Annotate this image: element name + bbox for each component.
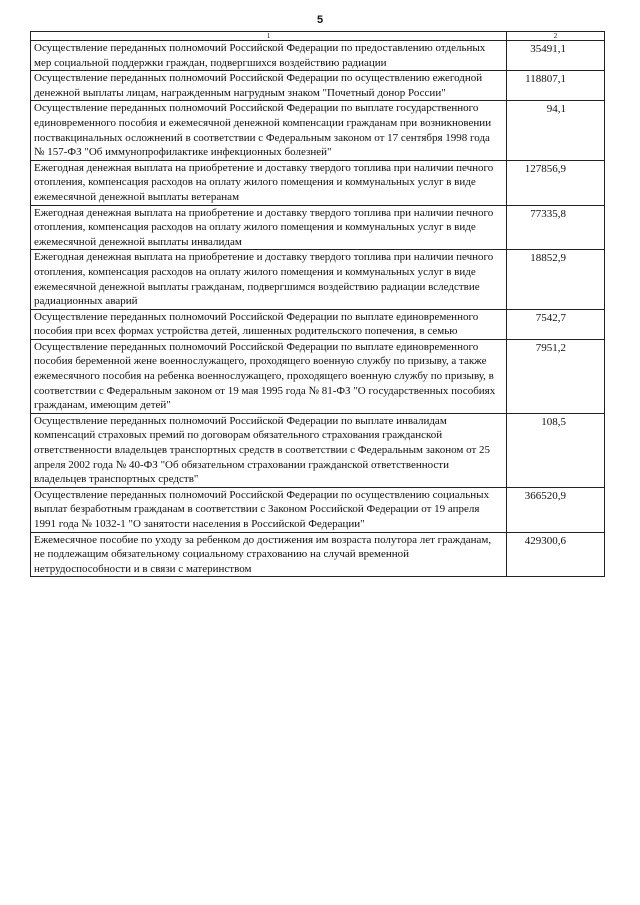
column-number-row	[31, 32, 605, 41]
row-description: Ежемесячное пособие по уходу за ребенком до достижения им возраста полутора лет гражданам, не подлежащим обязательному социальному страхованию на случай временной нетрудоспособности и в связи с материнством	[31, 532, 507, 577]
table-row	[31, 205, 605, 250]
table-row	[31, 41, 605, 71]
row-amount: 7542,7	[507, 309, 605, 339]
page-number: 5	[316, 14, 324, 26]
row-amount: 429300,6	[507, 532, 605, 577]
row-amount: 108,5	[507, 413, 605, 487]
row-description: Ежегодная денежная выплата на приобретение и доставку твердого топлива при наличии печного отопления, компенсация расходов на оплату жилого помещения и коммунальных услуг в виде ежемесячной денежной выплаты инвалидам	[31, 205, 507, 250]
row-amount: 94,1	[507, 101, 605, 160]
table-row	[31, 250, 605, 309]
table-row	[31, 413, 605, 487]
table-row	[31, 532, 605, 577]
row-amount: 18852,9	[507, 250, 605, 309]
row-description: Осуществление переданных полномочий Российской Федерации по осуществлению социальных выплат безработным гражданам в соответствии с Законом Российской Федерации от 19 апреля 1991 года № 1032-1 "О занятости населения в Российской Федерации"	[31, 487, 507, 532]
row-amount: 35491,1	[507, 41, 605, 71]
row-description: Осуществление переданных полномочий Российской Федерации по предоставлению отдельных мер социальной поддержки граждан, подвергшихся воздействию радиации	[31, 41, 507, 71]
row-amount: 118807,1	[507, 71, 605, 101]
row-amount: 77335,8	[507, 205, 605, 250]
table-row	[31, 339, 605, 413]
table-row	[31, 71, 605, 101]
table-row	[31, 101, 605, 160]
row-description: Осуществление переданных полномочий Российской Федерации по выплате единовременного пособия при всех формах устройства детей, лишенных родительского попечения, в семью	[31, 309, 507, 339]
row-amount: 7951,2	[507, 339, 605, 413]
row-description: Осуществление переданных полномочий Российской Федерации по выплате государственного единовременного пособия и ежемесячной денежной компенсации гражданам при возникновении поствакцинальных осложнений в соответствии с Федеральным законом от 17 сентября 1998 года № 157-ФЗ "Об иммунопрофилактике инфекционных болезней"	[31, 101, 507, 160]
column-number-2: 2	[507, 32, 605, 41]
row-amount: 127856,9	[507, 160, 605, 205]
appropriations-table	[30, 31, 605, 577]
table-row	[31, 309, 605, 339]
row-description: Ежегодная денежная выплата на приобретение и доставку твердого топлива при наличии печного отопления, компенсация расходов на оплату жилого помещения и коммунальных услуг в виде ежемесячной денежной выплаты ветеранам	[31, 160, 507, 205]
row-description: Ежегодная денежная выплата на приобретение и доставку твердого топлива при наличии печного отопления, компенсация расходов на оплату жилого помещения и коммунальных услуг в виде ежемесячной денежной выплаты гражданам, подвергшимся воздействию радиации вследствие радиационных аварий	[31, 250, 507, 309]
row-description: Осуществление переданных полномочий Российской Федерации по осуществлению ежегодной денежной выплаты лицам, награжденным нагрудным знаком "Почетный донор России"	[31, 71, 507, 101]
table-row	[31, 160, 605, 205]
table-row	[31, 487, 605, 532]
row-description: Осуществление переданных полномочий Российской Федерации по выплате инвалидам компенсаций страховых премий по договорам обязательного страхования гражданской ответственности владельцев транспортных средств в соответствии с Федеральным законом от 25 апреля 2002 года № 40-ФЗ "Об обязательном страховании гражданской ответственности владельцев транспортных средств"	[31, 413, 507, 487]
row-amount: 366520,9	[507, 487, 605, 532]
row-description: Осуществление переданных полномочий Российской Федерации по выплате единовременного пособия беременной жене военнослужащего, проходящего военную службу по призыву, а также ежемесячного пособия на ребенка военнослужащего, проходящего военную службу по призыву, в соответствии с Федеральным законом от 19 мая 1995 года № 81-ФЗ "О государственных пособиях гражданам, имеющим детей"	[31, 339, 507, 413]
column-number-1: 1	[31, 32, 507, 41]
